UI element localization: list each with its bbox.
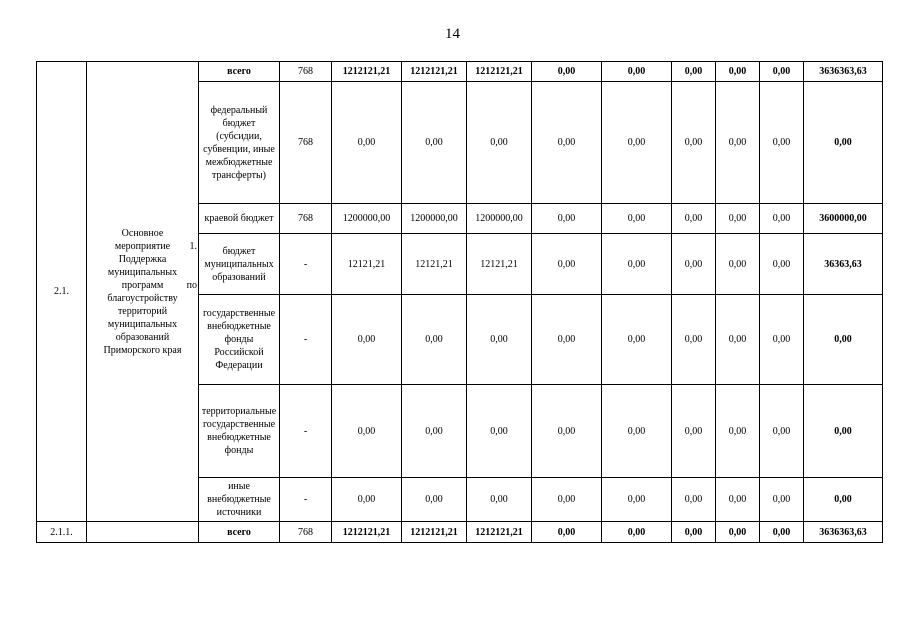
value-cell: 0,00 [332, 385, 402, 478]
activity-name: Основное мероприятие 1. Поддержка муниципальных программ по благоустройству территорий муниципальных образований Приморского края [87, 62, 199, 522]
value-cell: 0,00 [532, 82, 602, 204]
value-cell: 0,00 [672, 478, 716, 522]
value-cell: 12121,21 [402, 234, 467, 295]
value-cell: 0,00 [532, 385, 602, 478]
activity-name-aside: по [186, 279, 197, 291]
page-number: 14 [445, 26, 460, 42]
value-cell: 0,00 [602, 234, 672, 295]
value-cell: 0,00 [760, 522, 804, 543]
row-number: 2.1.1. [37, 522, 87, 543]
budget-code: 768 [280, 204, 332, 234]
value-cell: 0,00 [332, 478, 402, 522]
value-cell: 0,00 [532, 522, 602, 543]
funding-source: федеральный бюджет (субсидии, субвенции, иные межбюджетные трансферты) [199, 82, 280, 204]
value-cell: 0,00 [672, 204, 716, 234]
value-cell: 0,00 [602, 82, 672, 204]
value-cell: 1200000,00 [467, 204, 532, 234]
value-cell: 0,00 [602, 204, 672, 234]
row-number: 2.1. [37, 62, 87, 522]
budget-code: - [280, 385, 332, 478]
funding-source: государственные внебюджетные фонды Российской Федерации [199, 295, 280, 385]
funding-source: краевой бюджет [199, 204, 280, 234]
value-cell: 0,00 [402, 385, 467, 478]
funding-source: территориальные государственные внебюджетные фонды [199, 385, 280, 478]
budget-code: - [280, 295, 332, 385]
budget-code: 768 [280, 82, 332, 204]
value-cell: 0,00 [672, 234, 716, 295]
value-cell: 12121,21 [332, 234, 402, 295]
value-cell: 0,00 [532, 295, 602, 385]
total-cell: 3636363,63 [804, 62, 883, 82]
budget-code: - [280, 478, 332, 522]
activity-name [87, 522, 199, 543]
table-row [37, 62, 883, 82]
value-cell: 0,00 [716, 204, 760, 234]
value-cell: 0,00 [760, 234, 804, 295]
value-cell: 0,00 [716, 82, 760, 204]
table-row [37, 522, 883, 543]
value-cell: 0,00 [760, 82, 804, 204]
value-cell: 0,00 [602, 385, 672, 478]
value-cell: 0,00 [602, 295, 672, 385]
value-cell: 0,00 [602, 62, 672, 82]
value-cell: 0,00 [672, 295, 716, 385]
value-cell: 0,00 [672, 82, 716, 204]
value-cell: 0,00 [716, 234, 760, 295]
value-cell: 0,00 [467, 478, 532, 522]
value-cell: 12121,21 [467, 234, 532, 295]
value-cell: 0,00 [716, 522, 760, 543]
value-cell: 0,00 [760, 478, 804, 522]
value-cell: 0,00 [716, 478, 760, 522]
value-cell: 1200000,00 [402, 204, 467, 234]
total-cell: 0,00 [804, 295, 883, 385]
funding-source: бюджет муниципальных образований [199, 234, 280, 295]
value-cell: 0,00 [402, 478, 467, 522]
value-cell: 1212121,21 [332, 522, 402, 543]
budget-code: 768 [280, 522, 332, 543]
funding-source: всего [199, 522, 280, 543]
value-cell: 0,00 [602, 522, 672, 543]
total-cell: 0,00 [804, 385, 883, 478]
value-cell: 1212121,21 [402, 62, 467, 82]
value-cell: 0,00 [672, 385, 716, 478]
value-cell: 0,00 [532, 234, 602, 295]
total-cell: 3636363,63 [804, 522, 883, 543]
value-cell: 0,00 [672, 62, 716, 82]
funding-source: иные внебюджетные источники [199, 478, 280, 522]
total-cell: 0,00 [804, 478, 883, 522]
budget-table [36, 61, 883, 543]
total-cell: 36363,63 [804, 234, 883, 295]
value-cell: 0,00 [332, 82, 402, 204]
value-cell: 0,00 [760, 385, 804, 478]
value-cell: 0,00 [532, 204, 602, 234]
value-cell: 0,00 [332, 295, 402, 385]
value-cell: 1212121,21 [467, 522, 532, 543]
value-cell: 1212121,21 [402, 522, 467, 543]
value-cell: 0,00 [760, 204, 804, 234]
total-cell: 3600000,00 [804, 204, 883, 234]
funding-source: всего [199, 62, 280, 82]
value-cell: 0,00 [467, 385, 532, 478]
value-cell: 0,00 [402, 295, 467, 385]
value-cell: 0,00 [716, 295, 760, 385]
value-cell: 0,00 [672, 522, 716, 543]
value-cell: 0,00 [532, 62, 602, 82]
value-cell: 1200000,00 [332, 204, 402, 234]
value-cell: 0,00 [760, 295, 804, 385]
value-cell: 0,00 [402, 82, 467, 204]
value-cell: 0,00 [602, 478, 672, 522]
value-cell: 0,00 [716, 62, 760, 82]
budget-code: 768 [280, 62, 332, 82]
value-cell: 0,00 [467, 82, 532, 204]
value-cell: 0,00 [532, 478, 602, 522]
value-cell: 0,00 [760, 62, 804, 82]
total-cell: 0,00 [804, 82, 883, 204]
value-cell: 0,00 [467, 295, 532, 385]
value-cell: 1212121,21 [467, 62, 532, 82]
budget-code: - [280, 234, 332, 295]
value-cell: 0,00 [716, 385, 760, 478]
activity-name-aside: 1. [189, 240, 197, 252]
value-cell: 1212121,21 [332, 62, 402, 82]
